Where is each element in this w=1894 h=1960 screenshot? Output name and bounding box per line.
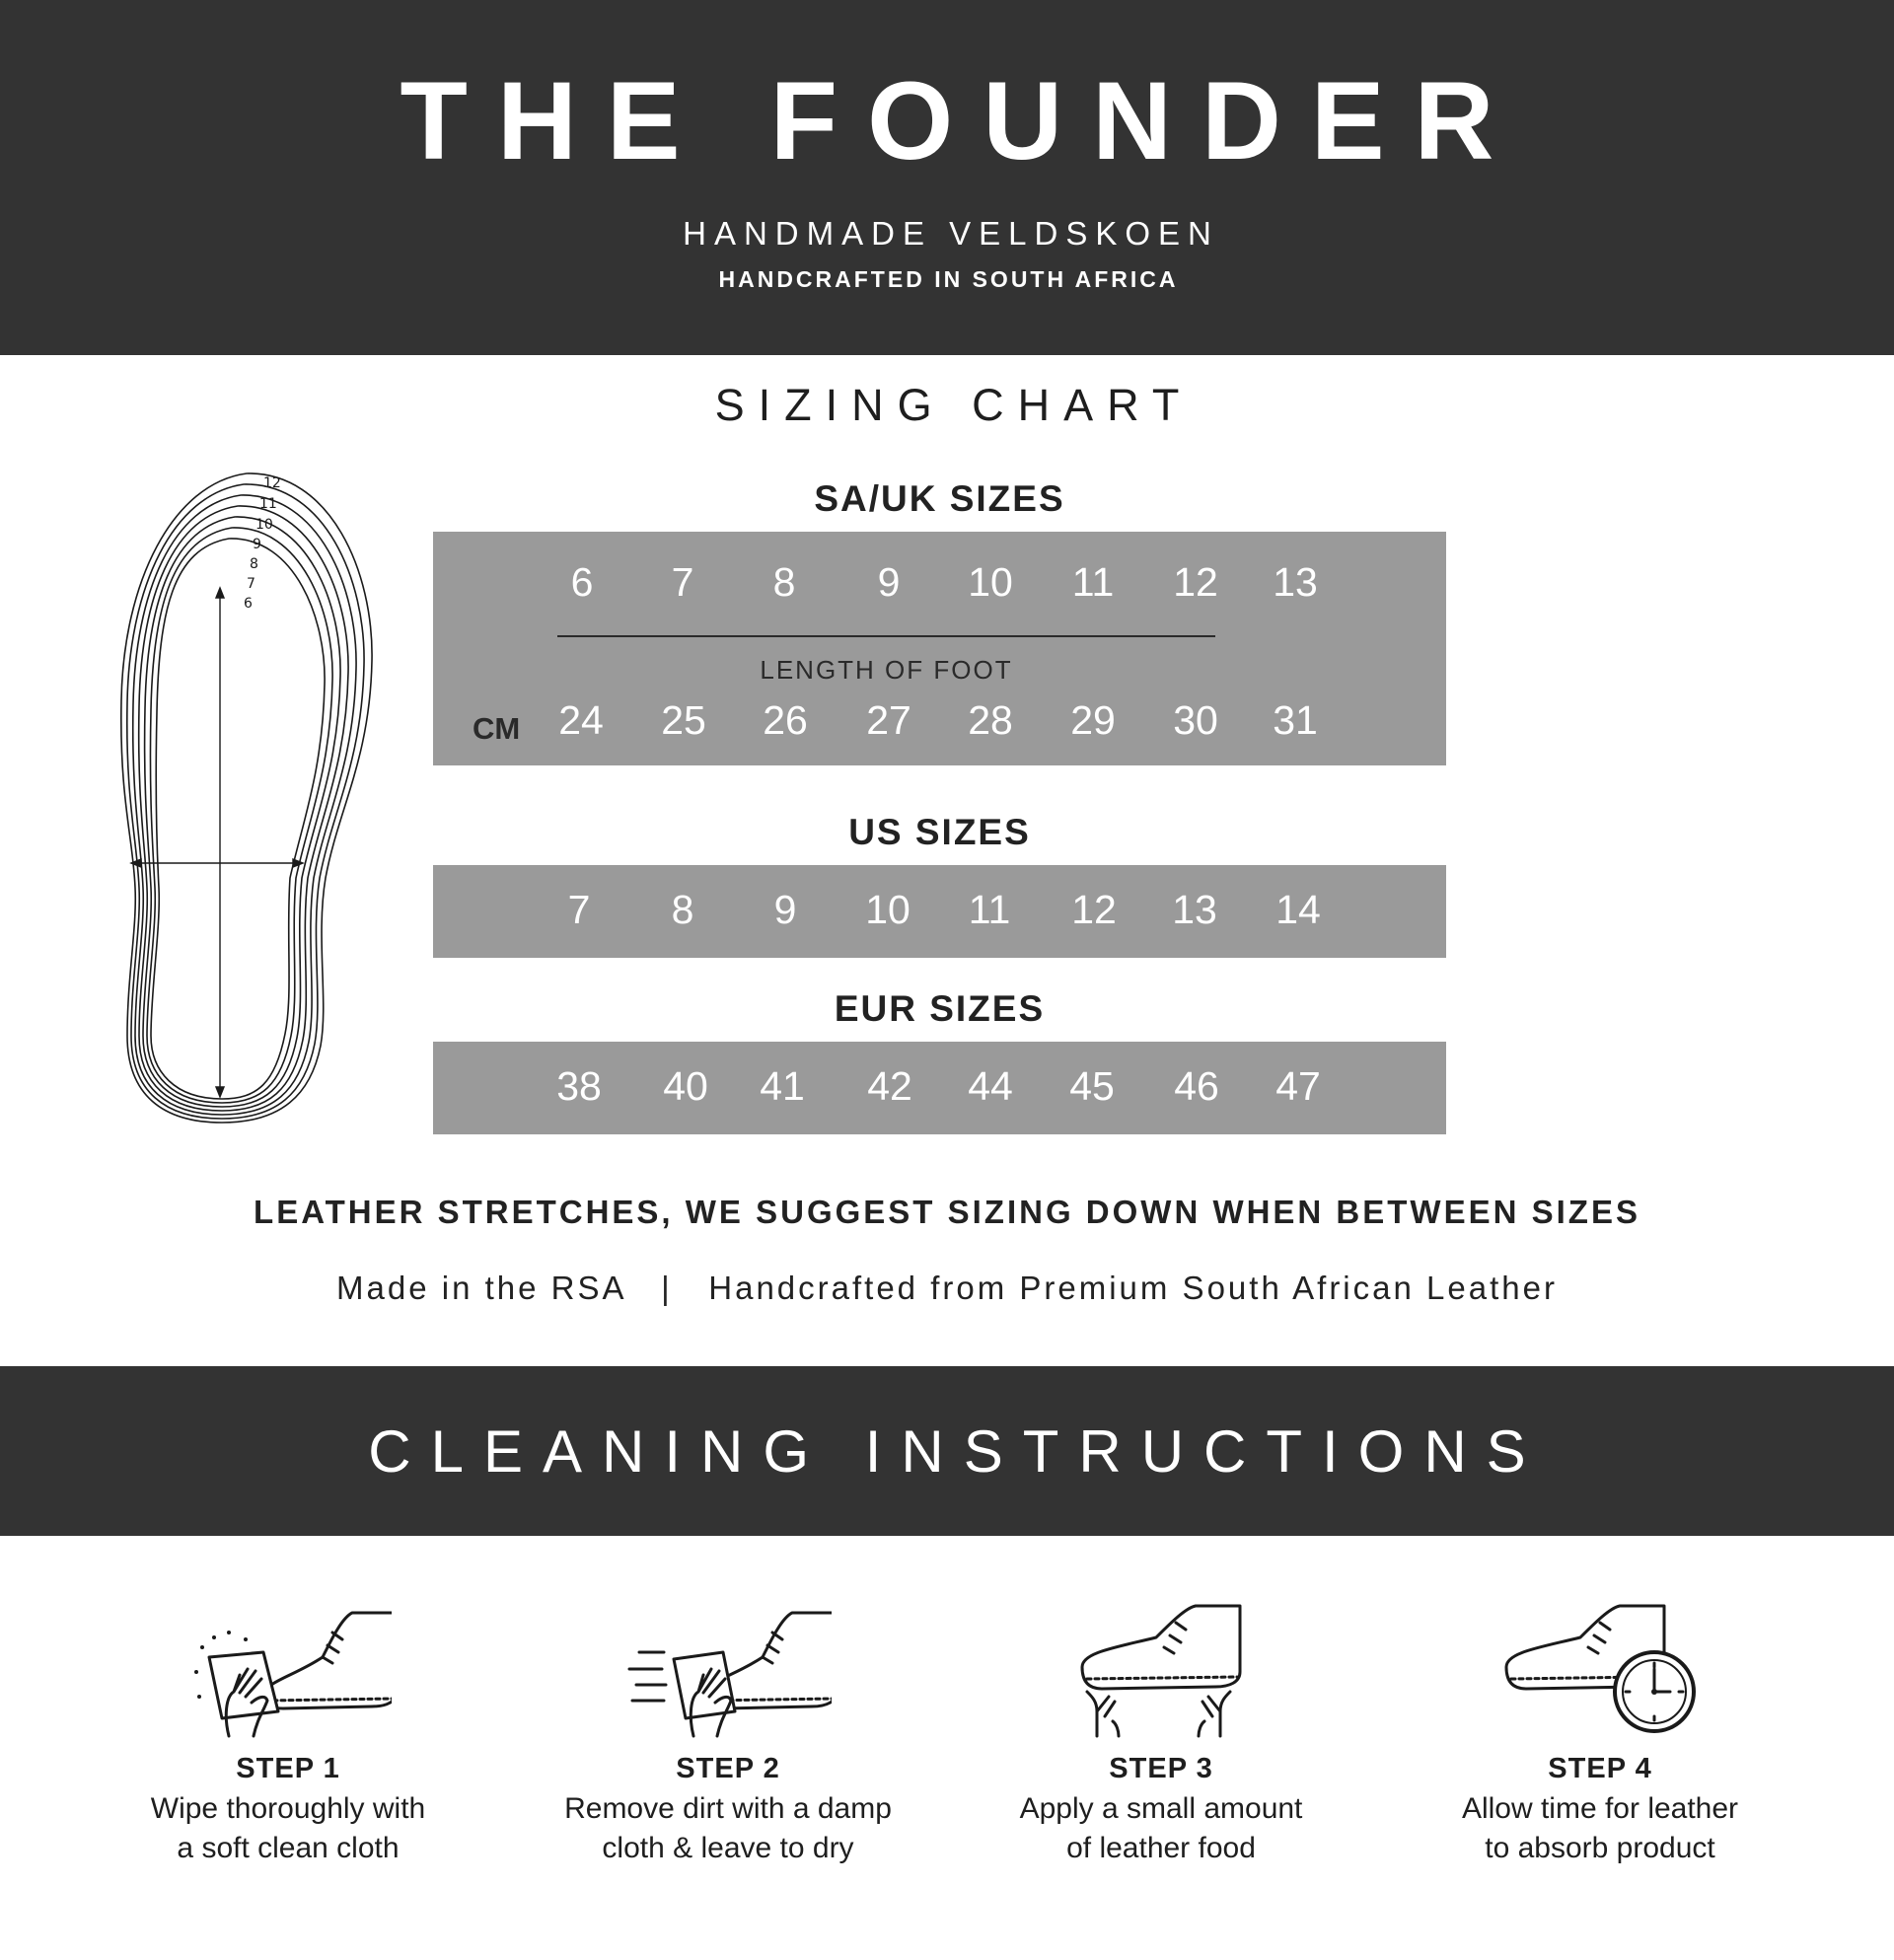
step-description	[944, 1789, 1378, 1868]
foot-size-label: 10	[255, 517, 273, 533]
cm-value: 28	[968, 697, 1013, 743]
step-description-line: Apply a small amount	[1019, 1792, 1303, 1825]
foot-outline-icon	[113, 464, 390, 1134]
cleaning-step-2	[511, 1598, 945, 1868]
step-title: STEP 4	[1548, 1753, 1652, 1784]
sauk-size: 10	[968, 559, 1013, 605]
eur-size: 46	[1174, 1063, 1219, 1109]
us-size: 13	[1172, 887, 1217, 932]
cm-value: 26	[763, 697, 808, 743]
us-size: 9	[773, 887, 797, 932]
step-description-line: to absorb product	[1485, 1832, 1715, 1864]
us-size: 8	[671, 887, 694, 932]
cleaning-step-3	[944, 1598, 1378, 1868]
cm-label: CM	[473, 711, 521, 746]
step-title: STEP 3	[1109, 1753, 1213, 1784]
eur-size: 38	[556, 1063, 602, 1109]
made-in-line: Made in the RSA | Handcrafted from Premium South African Leather	[336, 1270, 1558, 1306]
eur-size: 45	[1069, 1063, 1115, 1109]
step-description-line: a soft clean cloth	[177, 1832, 400, 1864]
sauk-size: 11	[1071, 559, 1115, 605]
us-size-panel	[433, 865, 1446, 958]
cm-value: 29	[1070, 697, 1116, 743]
eur-size: 40	[663, 1063, 708, 1109]
step-title: STEP 1	[236, 1753, 340, 1784]
sauk-size: 12	[1173, 559, 1218, 605]
sauk-sizes-label: SA/UK SIZES	[814, 478, 1065, 519]
us-size: 12	[1071, 887, 1117, 932]
cleaning-step-4	[1383, 1598, 1817, 1868]
us-size: 10	[865, 887, 911, 932]
eur-size: 41	[760, 1063, 805, 1109]
sauk-size-panel	[433, 532, 1446, 765]
eur-size: 47	[1275, 1063, 1321, 1109]
boot-cloth-wipe-icon	[184, 1598, 392, 1741]
step-description	[1383, 1789, 1817, 1868]
length-of-foot-label: LENGTH OF FOOT	[760, 655, 1013, 685]
foot-size-label: 12	[263, 475, 281, 491]
step-description	[511, 1789, 945, 1868]
cleaning-title: CLEANING INSTRUCTIONS	[368, 1418, 1546, 1485]
brand-title: THE FOUNDER	[400, 59, 1524, 182]
sizing-chart-title: SIZING CHART	[714, 380, 1194, 430]
sauk-size: 7	[671, 559, 694, 605]
cm-value: 30	[1173, 697, 1218, 743]
sauk-size: 8	[772, 559, 796, 605]
cm-value: 27	[866, 697, 911, 743]
step-description	[71, 1789, 505, 1868]
foot-size-label: 6	[244, 596, 253, 612]
header-banner	[0, 0, 1894, 355]
panel-divider	[557, 635, 1215, 637]
foot-size-label: 8	[250, 556, 258, 572]
boot-hands-apply-icon	[1057, 1598, 1265, 1741]
eur-size: 42	[867, 1063, 912, 1109]
us-size: 11	[968, 887, 1011, 932]
us-size: 7	[567, 887, 591, 932]
cm-value: 24	[558, 697, 604, 743]
step-description-line: cloth & leave to dry	[602, 1832, 854, 1864]
cm-value: 31	[1273, 697, 1318, 743]
us-sizes-label: US SIZES	[848, 812, 1031, 852]
boot-clock-icon	[1496, 1598, 1704, 1741]
step-title: STEP 2	[676, 1753, 780, 1784]
eur-sizes-label: EUR SIZES	[834, 988, 1046, 1029]
cm-value: 25	[661, 697, 706, 743]
foot-size-label: 7	[247, 576, 255, 592]
brand-subtitle: HANDMADE VELDSKOEN	[683, 215, 1219, 252]
step-description-line: of leather food	[1066, 1832, 1256, 1864]
us-size: 14	[1275, 887, 1321, 932]
step-description-line: Wipe thoroughly with	[150, 1792, 426, 1825]
step-description-line: Remove dirt with a damp	[564, 1792, 892, 1825]
foot-size-label: 11	[259, 496, 277, 512]
sizing-advice: LEATHER STRETCHES, WE SUGGEST SIZING DOWN WHEN BETWEEN SIZES	[254, 1194, 1640, 1230]
sauk-size: 9	[877, 559, 901, 605]
eur-size-panel	[433, 1042, 1446, 1134]
brand-tagline: HANDCRAFTED IN SOUTH AFRICA	[718, 266, 1179, 292]
boot-damp-cloth-icon	[624, 1598, 832, 1741]
cleaning-step-1	[71, 1598, 505, 1868]
foot-size-label: 9	[253, 537, 261, 552]
step-description-line: Allow time for leather	[1461, 1792, 1739, 1825]
sauk-size: 6	[570, 559, 594, 605]
eur-size: 44	[968, 1063, 1013, 1109]
cleaning-banner	[0, 1366, 1894, 1536]
sauk-size: 13	[1273, 559, 1318, 605]
